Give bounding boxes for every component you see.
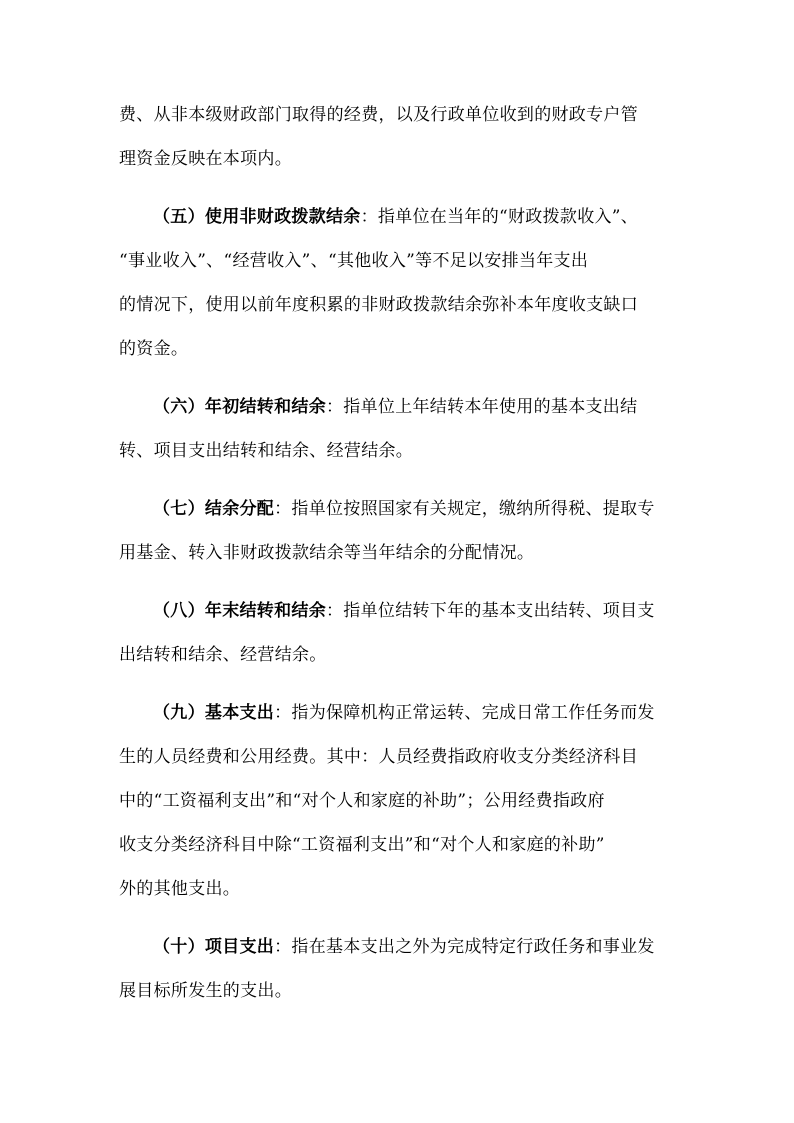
section-term: （七）结余分配: [153, 499, 275, 519]
section-line: 的资金。: [119, 339, 189, 359]
section-first-line: [153, 701, 655, 725]
section-line: 用基金、转入非财政拨款结余等当年结余的分配情况。: [119, 543, 535, 563]
section-text: ：指在基本支出之外为完成特定行政任务和事业发: [274, 937, 655, 957]
section-first-line: [153, 395, 637, 419]
section-line: 展目标所发生的支出。: [119, 981, 292, 1001]
intro-line: 费、从非本级财政部门取得的经费，以及行政单位收到的财政专户管: [119, 105, 638, 125]
section-text: ：指为保障机构正常运转、完成日常工作任务而发: [274, 703, 655, 723]
section-line: 出结转和结余、经营结余。: [119, 645, 327, 665]
section-line: “事业收入”、“经营收入”、“其他收入”等不足以安排当年支出: [119, 251, 589, 271]
section-text: ：指单位在当年的“财政拨款收入”、: [360, 207, 639, 227]
section-line: 的情况下，使用以前年度积累的非财政拨款结余弥补本年度收支缺口: [119, 295, 638, 315]
section-line: 生的人员经费和公用经费。其中：人员经费指政府收支分类经济科目: [119, 747, 638, 767]
section-term: （六）年初结转和结余: [153, 397, 326, 417]
section-term: （八）年末结转和结余: [153, 601, 326, 621]
section-line: 收支分类经济科目中除“工资福利支出”和“对个人和家庭的补助”: [119, 835, 605, 855]
section-term: （五）使用非财政拨款结余: [153, 207, 361, 227]
section-term: （九）基本支出: [153, 703, 275, 723]
section-first-line: [153, 497, 655, 521]
section-term: （十）项目支出: [153, 937, 275, 957]
section-text: ：指单位上年结转本年使用的基本支出结: [326, 397, 638, 417]
section-first-line: [153, 935, 655, 959]
section-first-line: [153, 599, 655, 623]
section-first-line: [153, 205, 638, 229]
section-line: 外的其他支出。: [119, 879, 241, 899]
section-text: ：指单位按照国家有关规定，缴纳所得税、提取专: [274, 499, 655, 519]
intro-line: 理资金反映在本项内。: [119, 149, 292, 169]
section-text: ：指单位结转下年的基本支出结转、项目支: [326, 601, 655, 621]
section-line: 中的“工资福利支出”和“对个人和家庭的补助”；公用经费指政府: [119, 791, 605, 811]
section-line: 转、项目支出结转和结余、经营结余。: [119, 441, 414, 461]
